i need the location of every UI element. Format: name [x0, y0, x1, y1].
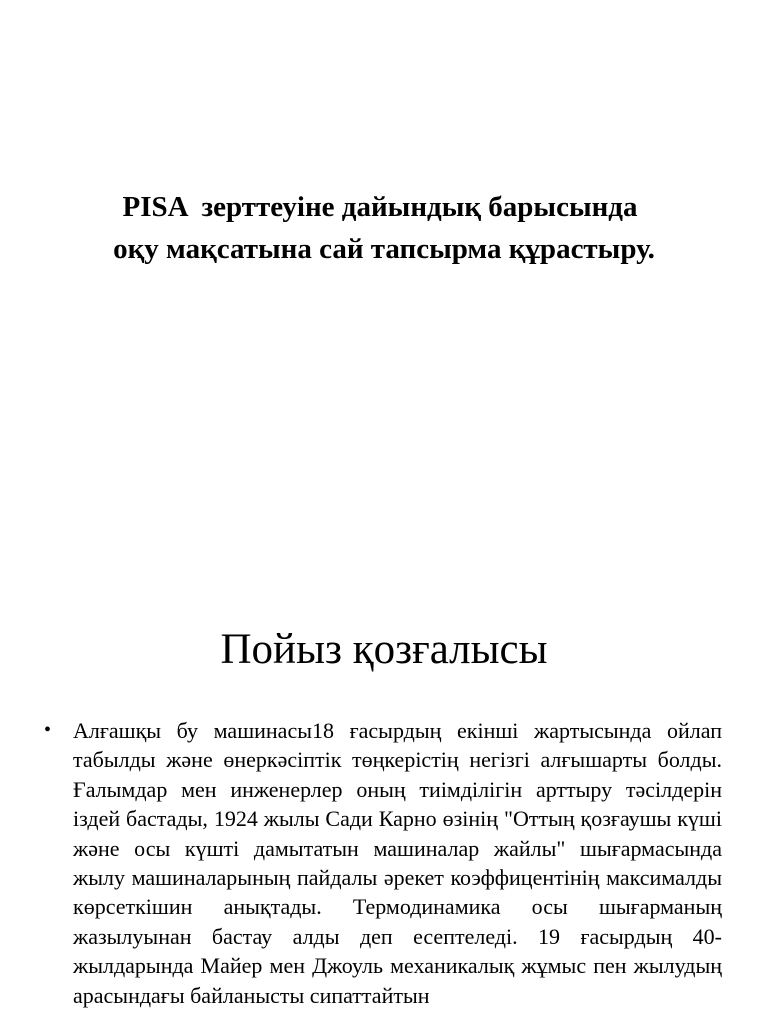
section-heading: Пойыз қозғалысы	[220, 626, 548, 673]
slide-title-line-1: PISA зерттеуіне дайындық барысында	[122, 191, 638, 223]
body-bullet-list	[44, 716, 722, 1010]
bullet-icon: •	[44, 719, 52, 741]
slide-title	[0, 186, 768, 270]
body-paragraph: Алғашқы бу машинасы18 ғасырдың екінші жартысында ойлап табылды және өнеркәсіптік төңкерістің негізгі алғышарты болды. Ғалымдар мен инженерлер оның тиімділігін арттыру тәсілдерін іздей бастады, 1924 жылы Сади Карно өзінің "Оттың қозғаушы күші және осы күшті дамытатын машиналар жайлы" шығармасында жылу машиналарының пайдалы әрекет коэффицентінің максималды көрсеткішин анықтады. Термодинамика осы шығарманың жазылуынан бастау алды деп есептеледі. 19 ғасырдың 40-жылдарында Майер мен Джоуль механикалық жұмыс пен жылудың арасындағы байланысты сипаттайтын	[73, 718, 722, 1008]
slide-title-line-2: оқу мақсатына сай тапсырма құрастыру.	[113, 233, 655, 265]
list-item	[44, 716, 722, 1010]
